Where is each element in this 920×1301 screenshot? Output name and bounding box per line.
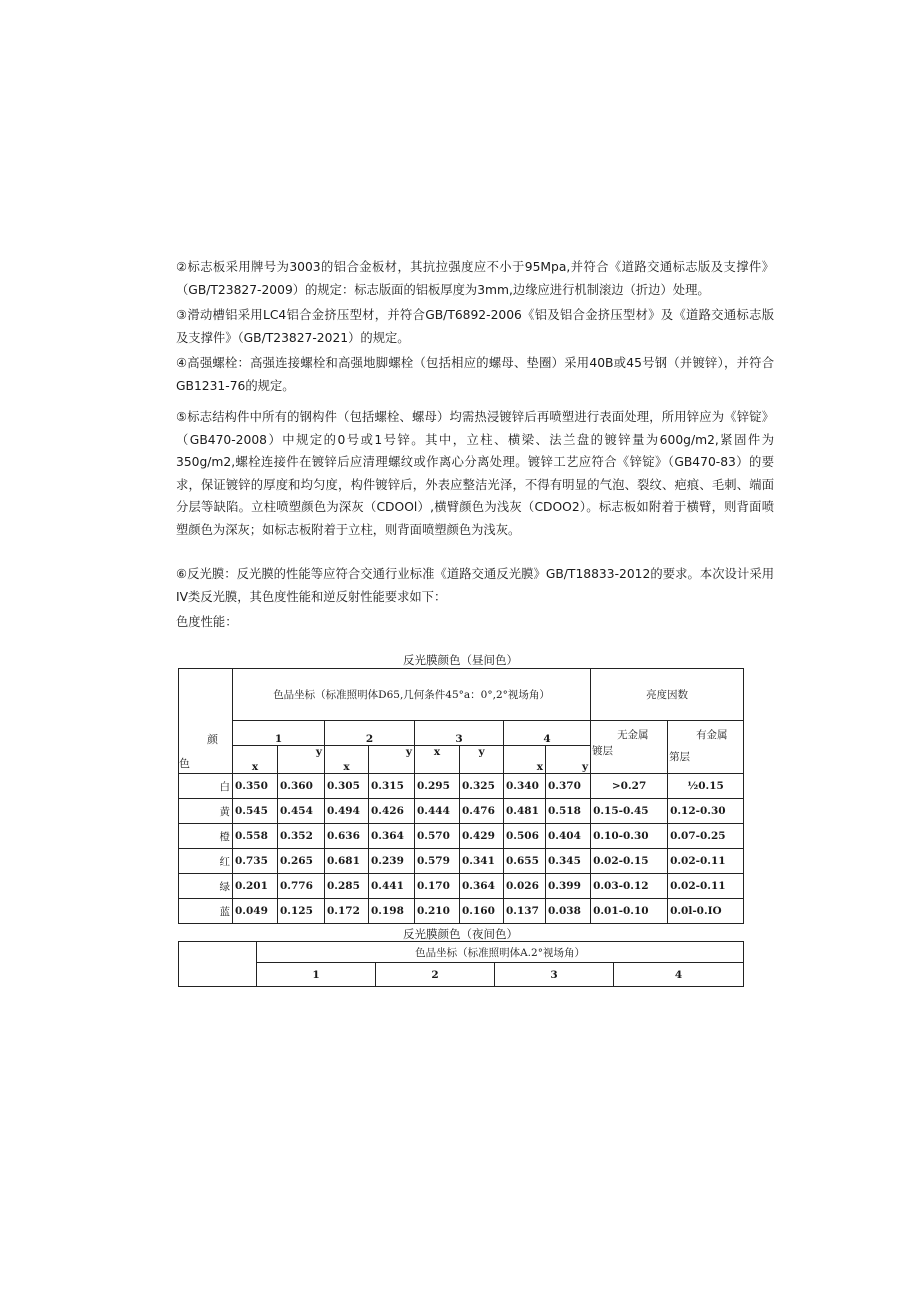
paragraph-galvanizing: ⑤标志结构件中所有的钢构件（包括螺栓、螺母）均需热浸镀锌后再喷塑进行表面处理，所用锌应为《锌锭》（GB470-2008）中规定的0号或1号锌。其中，立柱、横梁、法兰盘的镀锌量为600g∕m2,紧固件为350g∕m2,螺栓连接件在镀锌后应清理螺纹或作离心分离处理。镀锌工艺应符合《锌锭》（GB470-83）的要求，保证镀锌的厚度和均匀度，构件镀锌后，外表应整洁光泽，不得有明显的气泡、裂纹、疤痕、毛刺、端面分层等缺陷。立柱喷塑颜色为深灰（CDOOl）,横臂颜色为浅灰（CDOO2）。标志板如附着于横臂，则背面喷塑颜色为深灰；如标志板附着于立柱，则背面喷塑颜色为浅灰。 bbox=[176, 410, 774, 537]
y-header: y bbox=[460, 746, 504, 774]
y-value-cell: 0.399 bbox=[546, 874, 591, 899]
x-value-cell: 0.681 bbox=[325, 849, 369, 874]
x-value-cell: 0.340 bbox=[504, 774, 546, 799]
y-value-cell: 0.265 bbox=[278, 849, 325, 874]
metal-header-bottom: 第层 bbox=[669, 751, 691, 763]
daytime-color-table bbox=[178, 668, 744, 924]
y-value-cell: 0.038 bbox=[546, 899, 591, 924]
color-header-bottom: 色 bbox=[179, 757, 190, 770]
table-row bbox=[179, 824, 744, 849]
metal-luminance-cell: 0.0l-0.IO bbox=[668, 899, 744, 924]
night-point-1-header: 1 bbox=[257, 963, 376, 987]
nonmetal-header-cell bbox=[591, 721, 668, 774]
y-header: y bbox=[546, 746, 591, 774]
y-value-cell: 0.360 bbox=[278, 774, 325, 799]
x-value-cell: 0.545 bbox=[233, 799, 278, 824]
x-value-cell: 0.444 bbox=[415, 799, 460, 824]
y-value-cell: 0.429 bbox=[460, 824, 504, 849]
table1-caption: 反光膜颜色（昼间色） bbox=[403, 653, 518, 667]
point-4-header: 4 bbox=[504, 721, 591, 746]
y-value-cell: 0.125 bbox=[278, 899, 325, 924]
y-value-cell: 0.325 bbox=[460, 774, 504, 799]
nonmetal-luminance-cell: 0.03-0.12 bbox=[591, 874, 668, 899]
y-value-cell: 0.315 bbox=[369, 774, 415, 799]
x-value-cell: 0.494 bbox=[325, 799, 369, 824]
x-value-cell: 0.570 bbox=[415, 824, 460, 849]
table2-caption: 反光膜颜色（夜间色） bbox=[403, 927, 518, 941]
y-value-cell: 0.364 bbox=[369, 824, 415, 849]
x-value-cell: 0.170 bbox=[415, 874, 460, 899]
y-value-cell: 0.370 bbox=[546, 774, 591, 799]
x-header: x bbox=[325, 746, 369, 774]
color-header-top: 颜 bbox=[207, 733, 218, 746]
metal-header-top: 有金属 bbox=[696, 729, 728, 741]
paragraph-chromaticity-heading: 色度性能： bbox=[176, 615, 238, 629]
x-value-cell: 0.558 bbox=[233, 824, 278, 849]
night-point-2-header: 2 bbox=[376, 963, 495, 987]
y-value-cell: 0.352 bbox=[278, 824, 325, 849]
y-value-cell: 0.160 bbox=[460, 899, 504, 924]
point-1-header: 1 bbox=[233, 721, 325, 746]
metal-luminance-cell: 0.02-0.11 bbox=[668, 874, 744, 899]
point-3-header: 3 bbox=[415, 721, 504, 746]
x-value-cell: 0.636 bbox=[325, 824, 369, 849]
y-value-cell: 0.404 bbox=[546, 824, 591, 849]
nonmetal-luminance-cell: 0.02-0.15 bbox=[591, 849, 668, 874]
y-value-cell: 0.345 bbox=[546, 849, 591, 874]
nonmetal-luminance-cell: 0.10-0.30 bbox=[591, 824, 668, 849]
table-row bbox=[179, 849, 744, 874]
y-value-cell: 0.364 bbox=[460, 874, 504, 899]
table-row bbox=[179, 799, 744, 824]
x-header: x bbox=[233, 746, 278, 774]
paragraph-high-strength-bolts: ④高强螺栓：高强连接螺栓和高强地脚螺栓（包括相应的螺母、垫圈）采用40B或45号钢（并镀锌），并符合GB1231-76的规定。 bbox=[176, 356, 774, 393]
x-value-cell: 0.210 bbox=[415, 899, 460, 924]
color-name-cell: 白 bbox=[179, 774, 233, 799]
paragraph-sliding-channel: ③滑动槽铝采用LC4铝合金挤压型材，并符合GB/T6892-2006《铝及铝合金挤压型材》及《道路交通标志版及支撑件》（GB/T23827-2021）的规定。 bbox=[176, 308, 774, 345]
x-value-cell: 0.049 bbox=[233, 899, 278, 924]
nonmetal-luminance-cell: 0.01-0.10 bbox=[591, 899, 668, 924]
metal-luminance-cell: ½0.15 bbox=[668, 774, 744, 799]
x-header: x bbox=[415, 746, 460, 774]
metal-header-cell bbox=[668, 721, 744, 774]
nonmetal-luminance-cell: 0.15-0.45 bbox=[591, 799, 668, 824]
paragraph-aluminum-plate: ②标志板采用牌号为3003的铝合金板材，其抗拉强度应不小于95Mpa,并符合《道路交通标志版及支撑件》（GB/T23827-2009）的规定：标志版面的铝板厚度为3mm,边缘应进行机制滚边（折边）处理。 bbox=[176, 260, 774, 297]
x-header: x bbox=[504, 746, 546, 774]
x-value-cell: 0.201 bbox=[233, 874, 278, 899]
table-row bbox=[179, 874, 744, 899]
table-row bbox=[179, 899, 744, 924]
paragraph-reflective-film: ⑥反光膜：反光膜的性能等应符合交通行业标准《道路交通反光膜》GB/T18833-2012的要求。本次设计采用IV类反光膜，其色度性能和逆反射性能要求如下： bbox=[176, 567, 774, 604]
x-value-cell: 0.655 bbox=[504, 849, 546, 874]
y-value-cell: 0.476 bbox=[460, 799, 504, 824]
y-value-cell: 0.239 bbox=[369, 849, 415, 874]
x-value-cell: 0.350 bbox=[233, 774, 278, 799]
coord-header: 色品坐标（标准照明体D65,几何条件45°a：0°,2°视场角） bbox=[233, 669, 591, 721]
x-value-cell: 0.295 bbox=[415, 774, 460, 799]
metal-luminance-cell: 0.07-0.25 bbox=[668, 824, 744, 849]
color-name-cell: 绿 bbox=[179, 874, 233, 899]
color-name-cell: 橙 bbox=[179, 824, 233, 849]
nonmetal-header-bottom: 镀层 bbox=[592, 745, 614, 757]
night-point-3-header: 3 bbox=[495, 963, 614, 987]
night-point-4-header: 4 bbox=[614, 963, 744, 987]
metal-luminance-cell: 0.12-0.30 bbox=[668, 799, 744, 824]
color-name-cell: 黄 bbox=[179, 799, 233, 824]
y-value-cell: 0.341 bbox=[460, 849, 504, 874]
nonmetal-luminance-cell: >0.27 bbox=[591, 774, 668, 799]
nonmetal-header-top: 无金属 bbox=[617, 729, 649, 741]
y-header: y bbox=[278, 746, 325, 774]
x-value-cell: 0.285 bbox=[325, 874, 369, 899]
x-value-cell: 0.735 bbox=[233, 849, 278, 874]
luminance-header: 亮度因数 bbox=[591, 669, 744, 721]
x-value-cell: 0.137 bbox=[504, 899, 546, 924]
x-value-cell: 0.506 bbox=[504, 824, 546, 849]
table-row bbox=[179, 774, 744, 799]
x-value-cell: 0.481 bbox=[504, 799, 546, 824]
y-value-cell: 0.518 bbox=[546, 799, 591, 824]
y-value-cell: 0.198 bbox=[369, 899, 415, 924]
x-value-cell: 0.172 bbox=[325, 899, 369, 924]
color-name-cell: 蓝 bbox=[179, 899, 233, 924]
x-value-cell: 0.305 bbox=[325, 774, 369, 799]
x-value-cell: 0.026 bbox=[504, 874, 546, 899]
y-header: y bbox=[369, 746, 415, 774]
point-2-header: 2 bbox=[325, 721, 415, 746]
y-value-cell: 0.776 bbox=[278, 874, 325, 899]
metal-luminance-cell: 0.02-0.11 bbox=[668, 849, 744, 874]
y-value-cell: 0.441 bbox=[369, 874, 415, 899]
y-value-cell: 0.426 bbox=[369, 799, 415, 824]
y-value-cell: 0.454 bbox=[278, 799, 325, 824]
color-header-cell bbox=[179, 669, 233, 774]
nighttime-color-table bbox=[178, 941, 744, 987]
night-color-header-cell bbox=[179, 942, 257, 987]
color-name-cell: 红 bbox=[179, 849, 233, 874]
x-value-cell: 0.579 bbox=[415, 849, 460, 874]
night-coord-header: 色品坐标（标准照明体A.2°视场角） bbox=[257, 942, 744, 963]
